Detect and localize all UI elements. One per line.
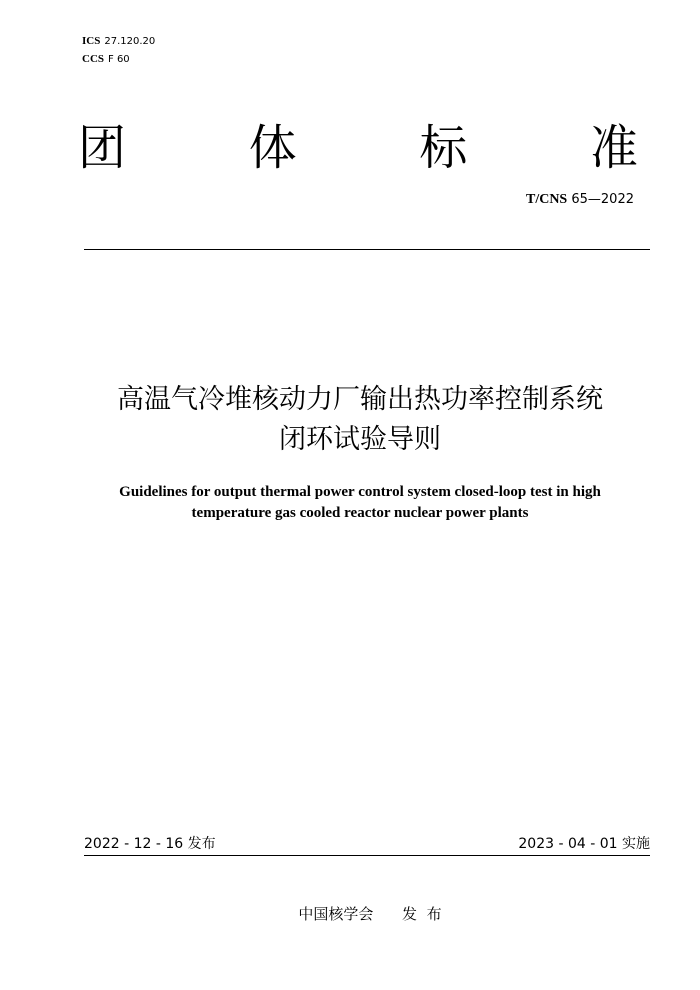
standard-number-prefix: T/CNS xyxy=(525,192,568,207)
top-divider xyxy=(84,249,650,250)
ccs-label: CCS xyxy=(82,53,105,65)
title-english xyxy=(70,482,650,524)
standard-number xyxy=(526,192,634,208)
standard-number-value: 65—2022 xyxy=(571,192,634,207)
standard-type-char: 体 xyxy=(248,120,297,176)
title-chinese-line: 高温气冷堆核动力厂输出热功率控制系统 xyxy=(117,384,603,415)
title-english-line: temperature gas cooled reactor nuclear power plants xyxy=(191,505,529,521)
ics-label: ICS xyxy=(82,35,101,47)
standard-type-heading xyxy=(78,118,638,178)
title-chinese xyxy=(70,380,650,460)
ccs-value: F 60 xyxy=(108,54,130,65)
bottom-divider xyxy=(84,855,650,856)
standard-type-char: 准 xyxy=(589,120,638,176)
standard-type-char: 标 xyxy=(419,120,468,176)
title-english-line: Guidelines for output thermal power control system closed-loop test in high xyxy=(119,484,601,500)
ics-code xyxy=(82,34,155,49)
ics-value: 27.120.20 xyxy=(104,36,156,47)
issue-date: 2022 - 12 - 16 发布 xyxy=(84,836,216,852)
implementation-date: 2023 - 04 - 01 实施 xyxy=(518,836,650,852)
standard-type-char: 团 xyxy=(78,120,127,176)
ccs-code xyxy=(82,52,130,67)
title-chinese-line: 闭环试验导则 xyxy=(279,424,441,455)
publisher: 中国核学会 发 布 xyxy=(298,905,442,923)
